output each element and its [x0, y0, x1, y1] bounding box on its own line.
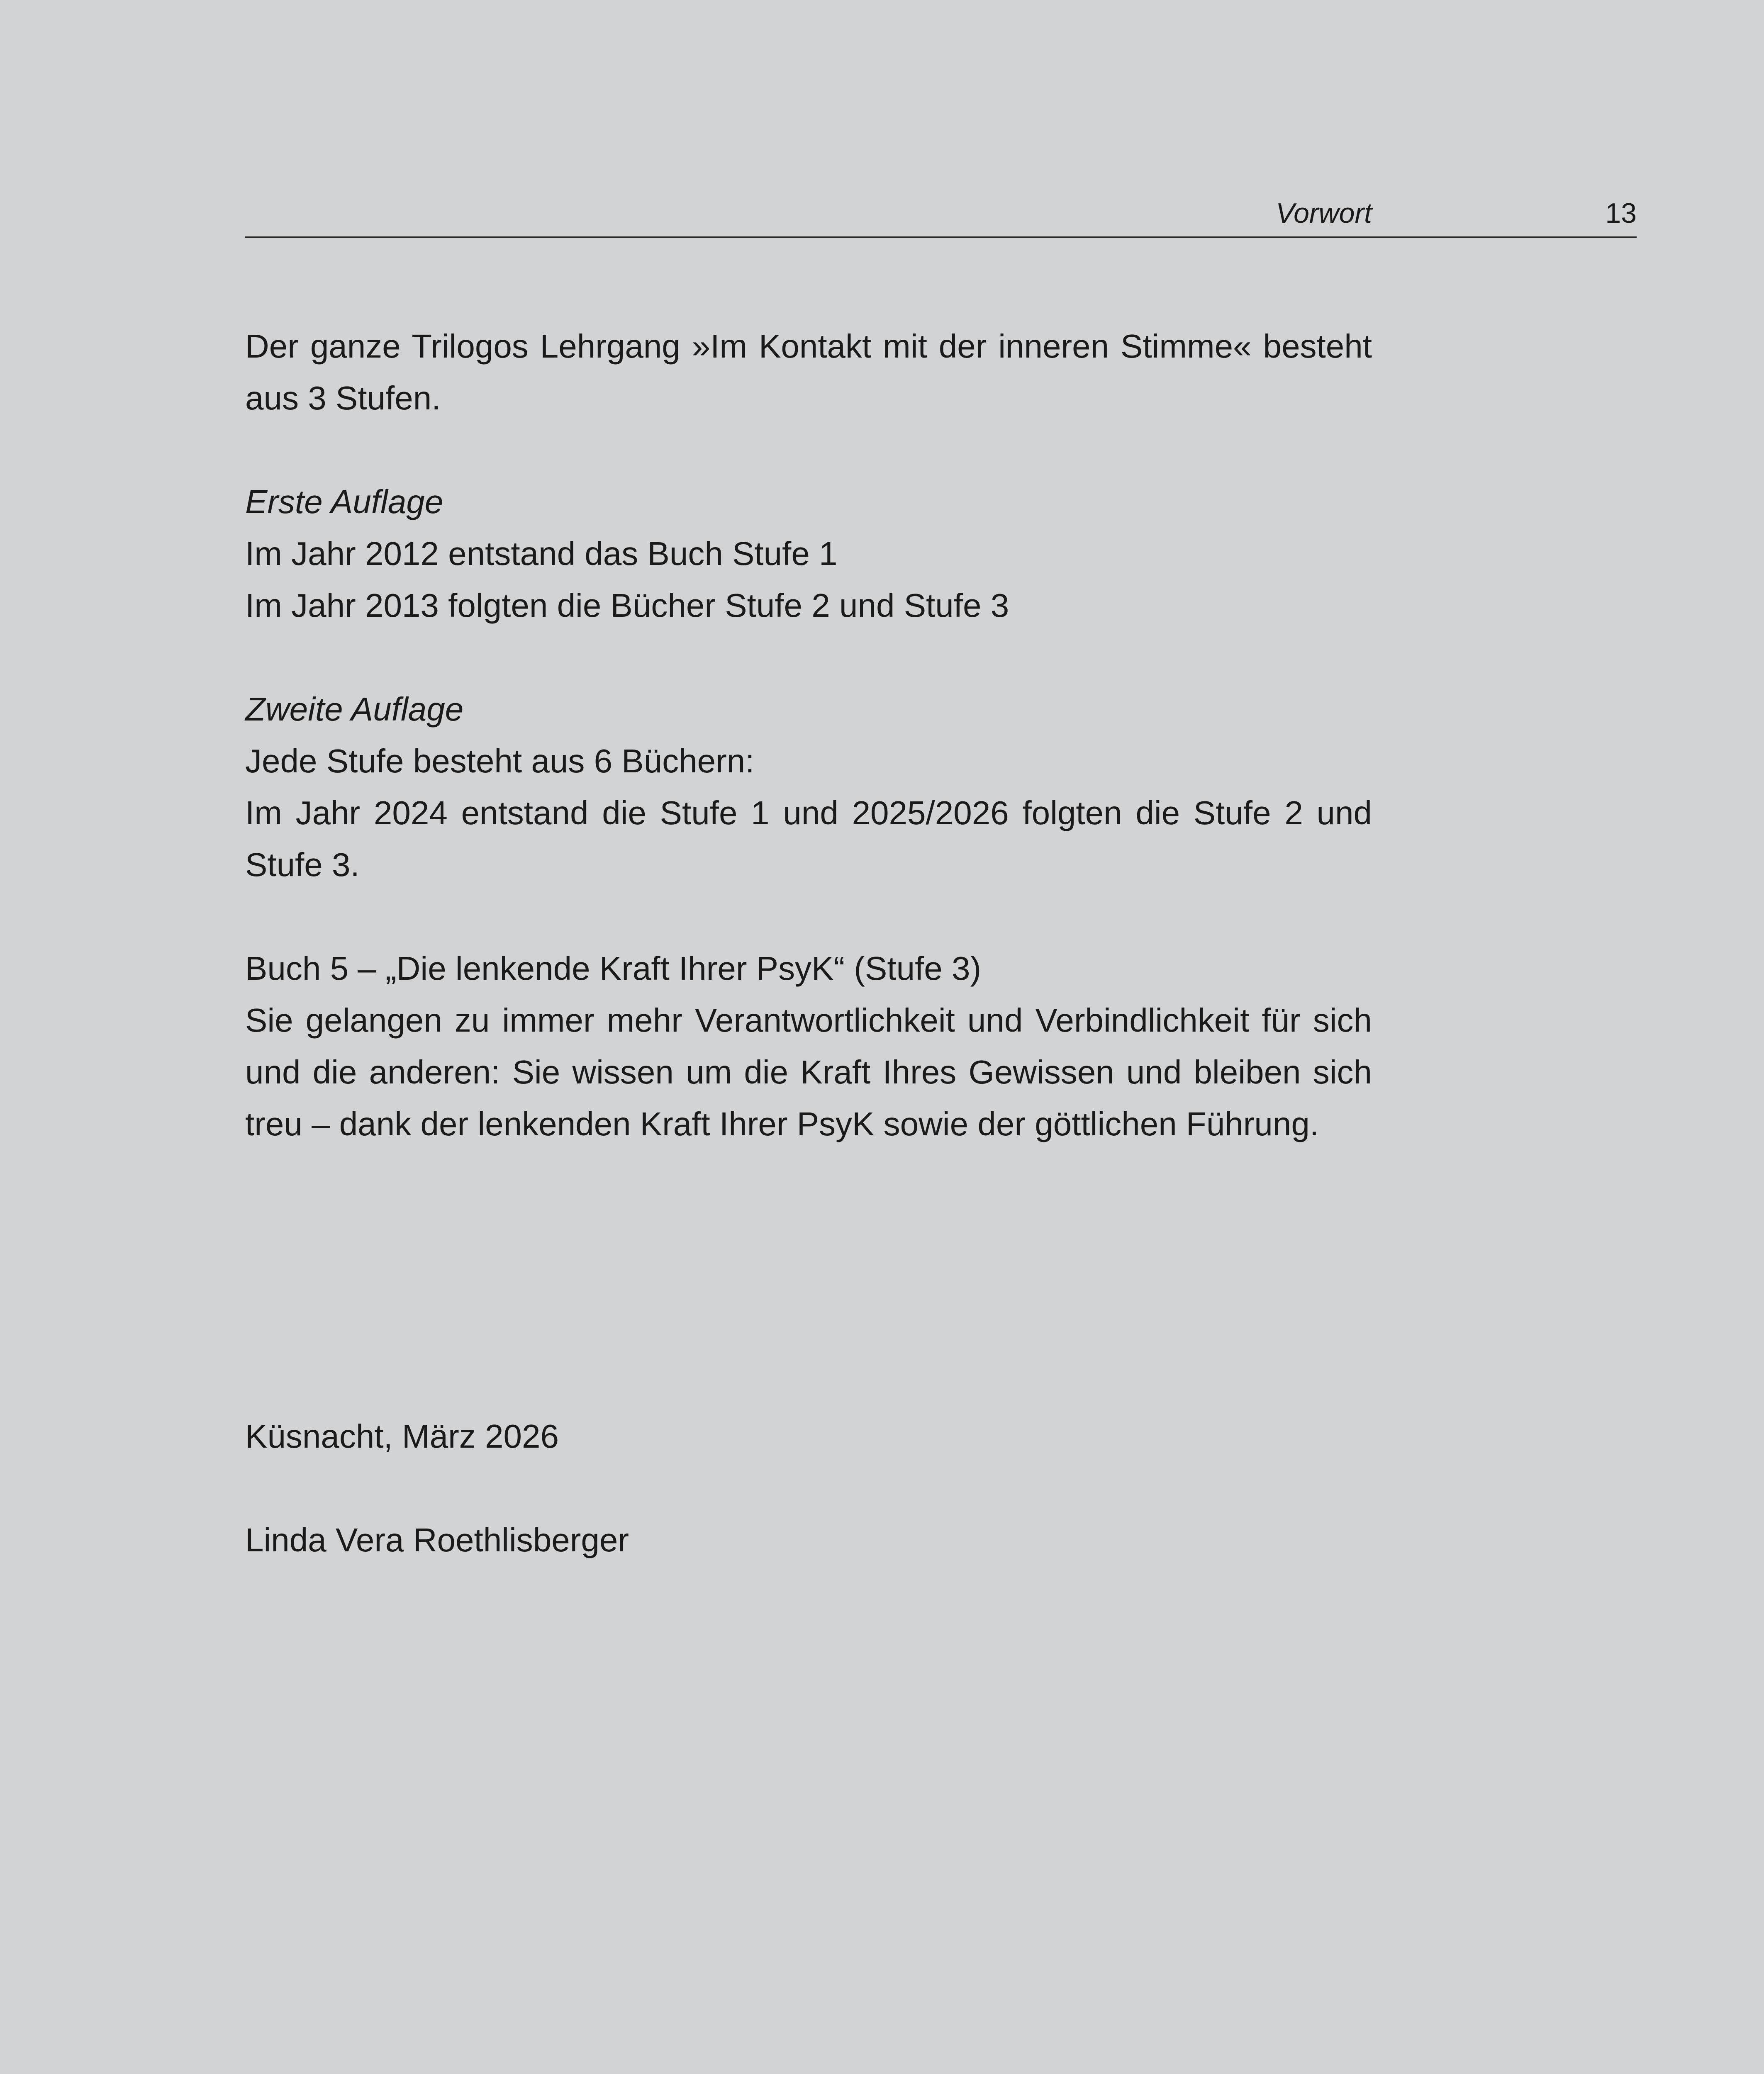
first-edition-heading: Erste Auflage	[245, 483, 443, 520]
second-edition-heading: Zweite Auflage	[245, 691, 464, 728]
body-text	[245, 320, 1372, 1150]
second-edition-line: Im Jahr 2024 entstand die Stufe 1 und 2025/2026 folgten die Stufe 2 und Stufe 3.	[245, 794, 1372, 883]
book-title: Buch 5 – „Die lenkende Kraft Ihrer PsyK“ (Stufe 3)	[245, 950, 982, 987]
first-edition-line: Im Jahr 2013 folgten die Bücher Stufe 2 und Stufe 3	[245, 587, 1009, 624]
header-section-title: Vorwort	[1276, 197, 1372, 229]
place-and-date: Küsnacht, März 2026	[245, 1418, 559, 1455]
first-edition-line: Im Jahr 2012 entstand das Buch Stufe 1	[245, 535, 838, 572]
author-name: Linda Vera Roethlisberger	[245, 1521, 629, 1558]
book-description: Sie gelangen zu immer mehr Verantwortlichkeit und Verbindlichkeit für sich und die anderen: Sie wissen um die Kraft Ihres Gewissen und bleiben sich treu – dank der lenkenden Kraft Ihrer PsyK sowie der göttlichen Führung.	[245, 1002, 1372, 1142]
second-edition-line: Jede Stufe besteht aus 6 Büchern:	[245, 742, 755, 779]
running-header	[245, 195, 1637, 238]
intro-paragraph: Der ganze Trilogos Lehrgang »Im Kontakt mit der inneren Stimme« besteht aus 3 Stufen.	[245, 328, 1372, 416]
page-number: 13	[1605, 197, 1637, 229]
